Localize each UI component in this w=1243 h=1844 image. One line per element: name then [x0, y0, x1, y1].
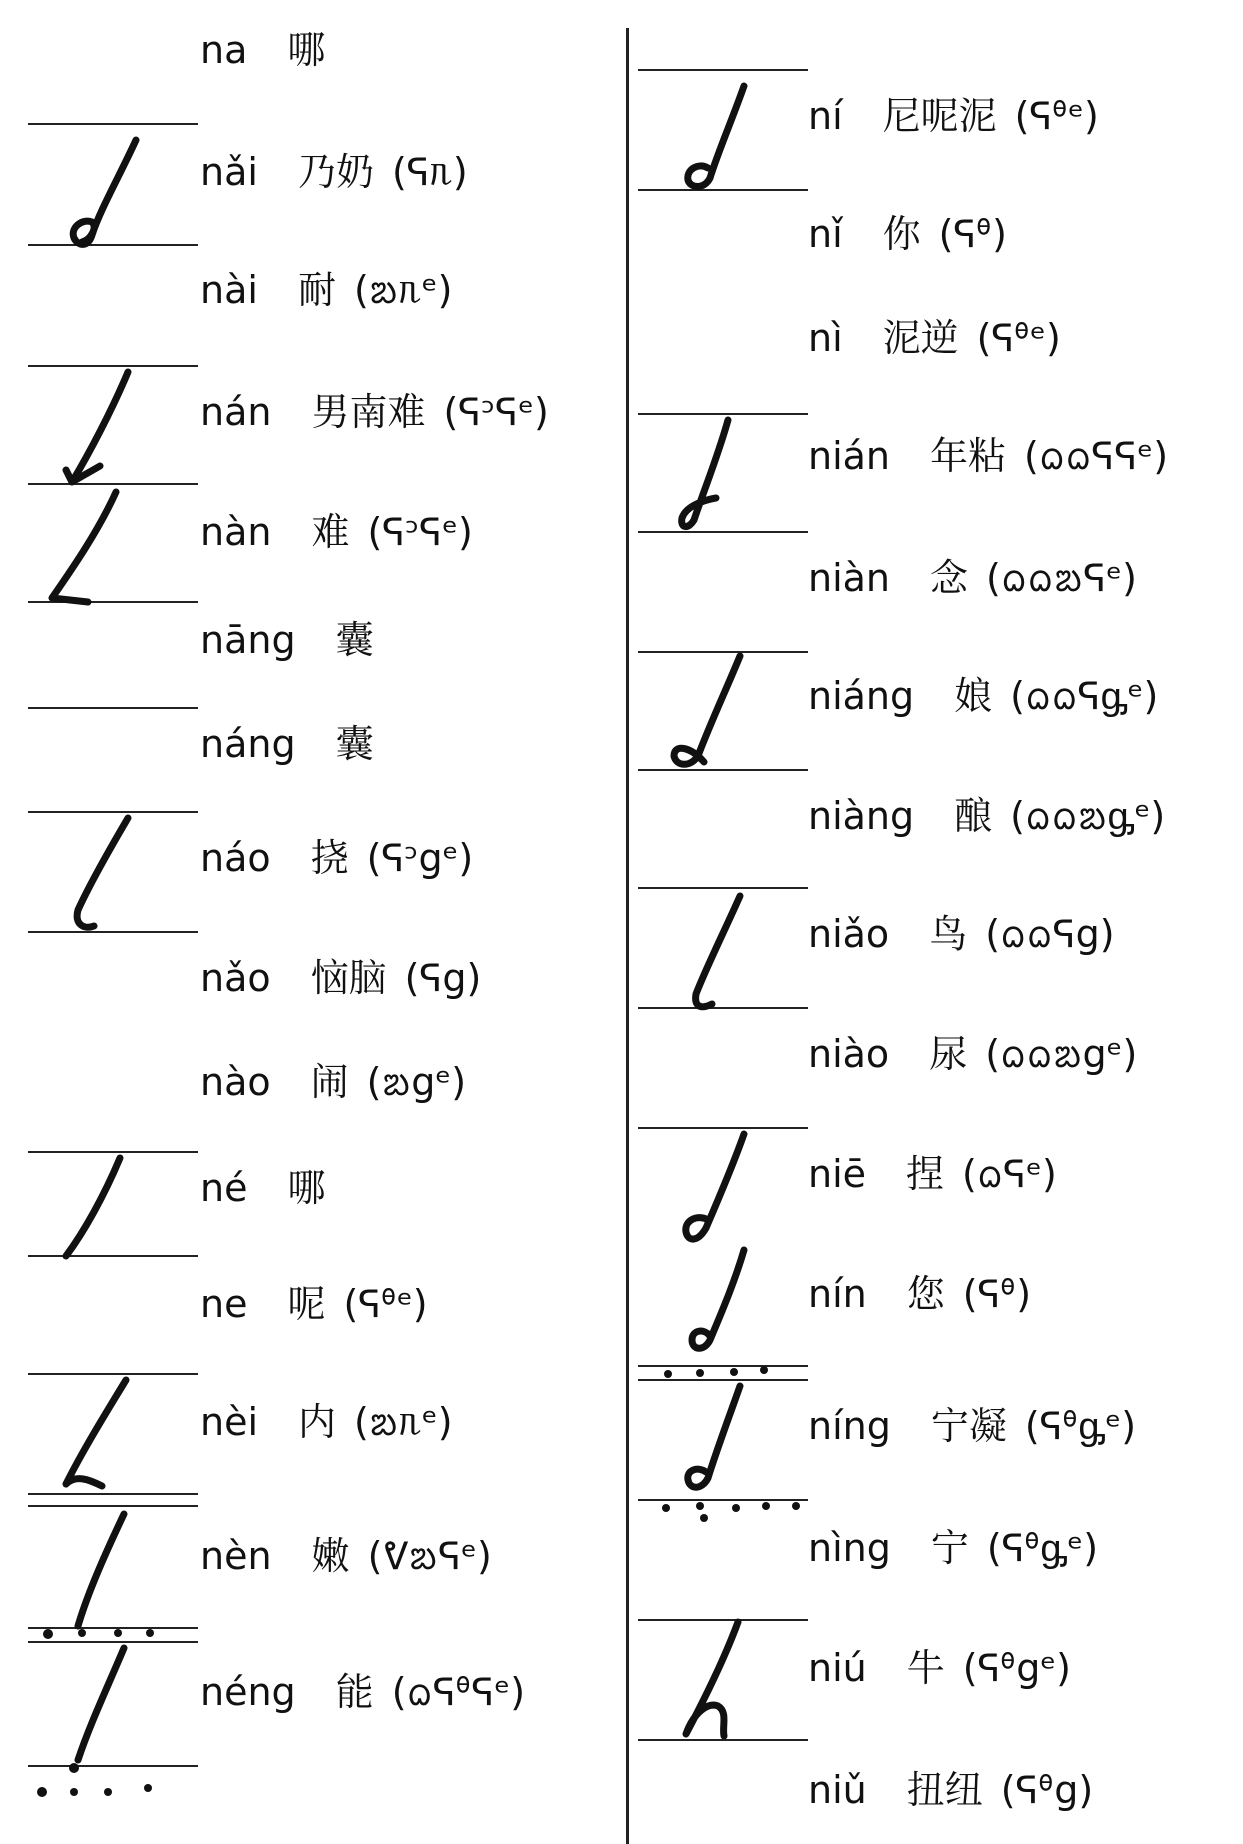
dot	[70, 1788, 78, 1796]
dot	[700, 1514, 708, 1522]
entry-nao2	[200, 836, 473, 880]
pinyin: niǎo	[808, 912, 890, 956]
shorthand-code: (ᨰᥰᵉ)	[353, 268, 453, 312]
shorthand-code: (ᨰgᵉ)	[366, 1060, 467, 1104]
pinyin: nāng	[200, 618, 296, 662]
hanzi: 尿	[929, 1032, 968, 1076]
shorthand-code: (ᨵᨵᨰᶃᵉ)	[1010, 794, 1166, 838]
entry-nan4	[200, 510, 473, 554]
hanzi: 念	[930, 556, 969, 600]
hanzi: 尼呢泥	[882, 94, 997, 138]
pinyin: niào	[808, 1032, 890, 1076]
hanzi: 男南难	[311, 390, 426, 434]
shorthand-code: (ᕋᶿgᵉ)	[962, 1646, 1071, 1690]
pinyin: ní	[808, 94, 843, 138]
hanzi: 恼脑	[310, 956, 387, 1000]
shorthand-code: (ᕋᵓᕋᵉ)	[367, 510, 473, 554]
dot	[760, 1366, 768, 1374]
pinyin: nìng	[808, 1526, 891, 1570]
outline-ning2	[688, 1386, 740, 1487]
left-ruling-lines	[28, 124, 198, 1766]
entry-ning2	[808, 1404, 1136, 1448]
pinyin: nín	[808, 1272, 867, 1316]
outline-neng2	[78, 1648, 124, 1760]
outline-niu2	[686, 1622, 738, 1736]
pinyin: niàng	[808, 794, 915, 838]
dot	[664, 1370, 672, 1378]
shorthand-code: (ᨵᨵᕋᕋᵉ)	[1024, 434, 1169, 478]
outline-niao3	[696, 896, 740, 1007]
outline-niang2	[674, 656, 740, 764]
pinyin: nán	[200, 390, 272, 434]
pinyin: niáng	[808, 674, 915, 718]
entry-ni3	[808, 212, 1007, 256]
entry-niu3	[808, 1768, 1093, 1812]
outline-nie1	[686, 1134, 744, 1239]
outline-nen4	[78, 1514, 124, 1626]
shorthand-code: (ᕋᵓgᵉ)	[366, 836, 474, 880]
left-dots	[37, 1629, 154, 1797]
entry-nei4	[200, 1400, 453, 1444]
pinyin: nì	[808, 316, 843, 360]
hanzi: 难	[311, 510, 350, 554]
shorthand-code: (ᨵᨵᨰgᵉ)	[985, 1032, 1138, 1076]
outline-nao2	[77, 818, 128, 927]
pinyin: ne	[200, 1282, 248, 1326]
hanzi: 囊	[335, 722, 374, 766]
dot	[792, 1502, 800, 1510]
hanzi: 娘	[954, 674, 993, 718]
outline-ni2	[688, 86, 744, 187]
pinyin: nǐ	[808, 212, 843, 256]
entry-nian4	[808, 556, 1137, 600]
shorthand-code: (ᕋᶿᶃᵉ)	[1024, 1404, 1137, 1448]
entry-na	[200, 28, 343, 72]
outline-nei4	[66, 1380, 126, 1486]
shorthand-code: (ᨰᥰᵉ)	[354, 1400, 453, 1444]
shorthand-code: (ᨵᨵᨰᕋᵉ)	[986, 556, 1137, 600]
hanzi: 您	[906, 1272, 945, 1316]
dot	[69, 1763, 79, 1773]
outline-nan4	[52, 492, 116, 602]
dot	[146, 1629, 154, 1637]
outline-nian2	[682, 420, 728, 527]
pinyin: náo	[200, 836, 271, 880]
dot	[762, 1502, 770, 1510]
dot	[730, 1368, 738, 1376]
shorthand-code: (ᕋg)	[404, 956, 482, 1000]
shorthand-code: (ᕋᶿᵉ)	[1014, 94, 1099, 138]
entry-ne	[200, 1282, 428, 1326]
hanzi: 年粘	[930, 434, 1007, 478]
pinyin: níng	[808, 1404, 891, 1448]
entry-nai4	[200, 268, 452, 312]
dot	[696, 1502, 704, 1510]
pinyin: niàn	[808, 556, 891, 600]
hanzi: 内	[298, 1400, 337, 1444]
pinyin: niē	[808, 1152, 867, 1196]
shorthand-code: (ᕋᶿᶃᵉ)	[986, 1526, 1099, 1570]
outline-nin2	[692, 1250, 744, 1348]
outline-nai3	[73, 140, 136, 244]
hanzi: 乃奶	[297, 150, 374, 194]
hanzi: 宁凝	[930, 1404, 1007, 1448]
hanzi: 囊	[335, 618, 374, 662]
pinyin: náng	[200, 722, 296, 766]
hanzi: 你	[882, 212, 921, 256]
hanzi: 哪	[287, 1166, 326, 1210]
entry-nian2	[808, 434, 1168, 478]
hanzi: 挠	[310, 836, 349, 880]
hanzi: 扭纽	[906, 1768, 983, 1812]
shorthand-code: (ᕋᶿ)	[962, 1272, 1032, 1316]
outline-ne2	[66, 1158, 120, 1256]
right-dots	[662, 1366, 800, 1522]
dot	[104, 1788, 112, 1796]
shorthand-code: (ᨵᕋᶿᕋᵉ)	[391, 1670, 526, 1714]
entry-nen4	[200, 1534, 492, 1578]
pinyin: niú	[808, 1646, 867, 1690]
hanzi: 鸟	[929, 912, 968, 956]
entry-nao4	[200, 1060, 466, 1104]
entry-nin2	[808, 1272, 1031, 1316]
pinyin: nàn	[200, 510, 272, 554]
entry-nai3	[200, 150, 468, 194]
pinyin: nài	[200, 268, 258, 312]
entry-niao4	[808, 1032, 1137, 1076]
shorthand-code: (ᕋᶿg)	[1000, 1768, 1094, 1812]
shorthand-code: (ᕋᶿᵉ)	[976, 316, 1061, 360]
entry-ne2	[200, 1166, 343, 1210]
pinyin: né	[200, 1166, 248, 1210]
hanzi: 泥逆	[882, 316, 959, 360]
dot	[732, 1504, 740, 1512]
outline-nan2	[66, 372, 128, 482]
entry-nan2	[200, 390, 549, 434]
pinyin: nǎi	[200, 150, 258, 194]
shorthand-code: (ᨵᨵᕋᶃᵉ)	[1010, 674, 1159, 718]
shorthand-code: (ᕓᨰᕋᵉ)	[367, 1534, 492, 1578]
entry-nie1	[808, 1152, 1057, 1196]
entry-ni4	[808, 316, 1061, 360]
shorthand-code: (ᕋᶿᵉ)	[343, 1282, 428, 1326]
dot	[37, 1787, 47, 1797]
pinyin: nèi	[200, 1400, 259, 1444]
dot	[78, 1629, 86, 1637]
entry-niang4	[808, 794, 1165, 838]
hanzi: 哪	[287, 28, 326, 72]
entry-nang1	[200, 618, 392, 662]
entry-niao3	[808, 912, 1115, 956]
column-divider	[626, 28, 629, 1844]
hanzi: 呢	[287, 1282, 326, 1326]
dot	[114, 1629, 122, 1637]
hanzi: 能	[335, 1670, 374, 1714]
pinyin: nèn	[200, 1534, 272, 1578]
dot	[696, 1369, 704, 1377]
shorthand-code: (ᨵᨵᕋg)	[985, 912, 1115, 956]
hanzi: 牛	[906, 1646, 945, 1690]
pinyin: néng	[200, 1670, 296, 1714]
dot	[43, 1629, 53, 1639]
entry-ni2	[808, 94, 1099, 138]
entry-nang2	[200, 722, 392, 766]
pinyin: nǎo	[200, 956, 271, 1000]
entry-niang2	[808, 674, 1158, 718]
shorthand-code: (ᕋᶿ)	[938, 212, 1007, 256]
right-ruling-lines	[638, 70, 808, 1740]
entry-ning4	[808, 1526, 1098, 1570]
pinyin: niǔ	[808, 1768, 867, 1812]
dot	[662, 1504, 670, 1512]
shorthand-code: (ᕋᥰ)	[391, 150, 468, 194]
hanzi: 嫩	[311, 1534, 350, 1578]
entry-nao3	[200, 956, 481, 1000]
hanzi: 捏	[906, 1152, 945, 1196]
pinyin: nián	[808, 434, 891, 478]
dot	[144, 1784, 152, 1792]
entry-niu2	[808, 1646, 1071, 1690]
hanzi: 宁	[930, 1526, 969, 1570]
hanzi: 耐	[297, 268, 336, 312]
shorthand-code: (ᨵᕋᵉ)	[962, 1152, 1057, 1196]
hanzi: 酿	[954, 794, 993, 838]
pinyin: na	[200, 28, 248, 72]
entry-neng2	[200, 1670, 525, 1714]
hanzi: 闹	[310, 1060, 349, 1104]
shorthand-code: (ᕋᵓᕋᵉ)	[443, 390, 549, 434]
pinyin: nào	[200, 1060, 271, 1104]
